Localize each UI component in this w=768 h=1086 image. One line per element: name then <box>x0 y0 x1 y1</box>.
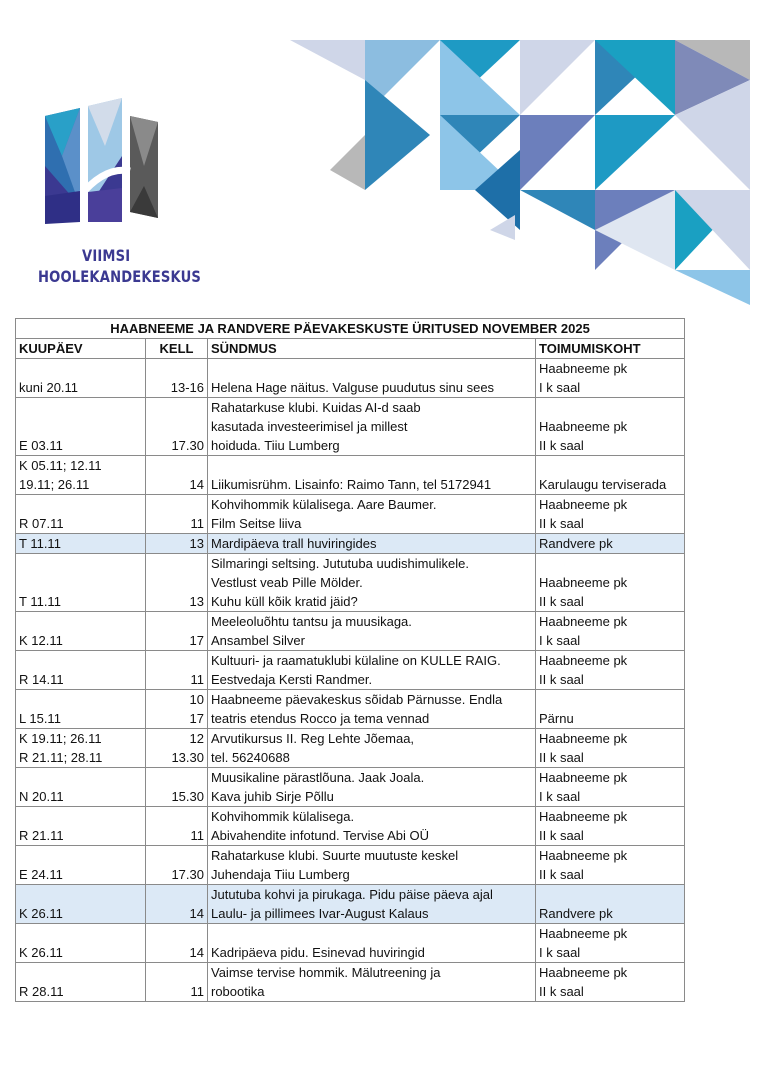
table-row <box>16 885 685 924</box>
cell-time: 15.30 <box>146 768 208 807</box>
cell-event: Kadripäeva pidu. Esinevad huviringid <box>208 924 536 963</box>
header-date: KUUPÄEV <box>16 339 146 359</box>
cell-event: Kohvihommik külalisega. Abivahendite infotund. Tervise Abi OÜ <box>208 807 536 846</box>
cell-event: Silmaringi seltsing. Jututuba uudishimulikele. Vestlust veab Pille Mölder. Kuhu küll kõik kratid jäid? <box>208 554 536 612</box>
cell-date: K 26.11 <box>16 885 146 924</box>
table-row <box>16 359 685 398</box>
decorative-triangle-banner <box>290 40 750 310</box>
cell-time: 13-16 <box>146 359 208 398</box>
header-place: TOIMUMISKOHT <box>536 339 685 359</box>
cell-place: Randvere pk <box>536 885 685 924</box>
cell-event: Liikumisrühm. Lisainfo: Raimo Tann, tel 5172941 <box>208 456 536 495</box>
table-row <box>16 612 685 651</box>
cell-place: Haabneeme pk I k saal <box>536 924 685 963</box>
table-row <box>16 768 685 807</box>
cell-time: 13 <box>146 534 208 554</box>
cell-date: K 12.11 <box>16 612 146 651</box>
cell-event: Arvutikursus II. Reg Lehte Jõemaa, tel. 56240688 <box>208 729 536 768</box>
cell-date: K 05.11; 12.11 19.11; 26.11 <box>16 456 146 495</box>
cell-event: Rahatarkuse klubi. Kuidas AI-d saab kasutada investeerimisel ja millest hoiduda. Tiiu Lumberg <box>208 398 536 456</box>
cell-time: 17.30 <box>146 846 208 885</box>
table-row <box>16 495 685 534</box>
cell-event: Kultuuri- ja raamatuklubi külaline on KULLE RAIG. Eestvedaja Kersti Randmer. <box>208 651 536 690</box>
cell-date: kuni 20.11 <box>16 359 146 398</box>
cell-event: Jututuba kohvi ja pirukaga. Pidu päise päeva ajal Laulu- ja pillimees Ivar-August Kalaus <box>208 885 536 924</box>
cell-time: 17.30 <box>146 398 208 456</box>
cell-date: T 11.11 <box>16 554 146 612</box>
table-row <box>16 690 685 729</box>
cell-place: Haabneeme pk I k saal <box>536 612 685 651</box>
table-title-row <box>16 319 685 339</box>
cell-place: Haabneeme pk I k saal <box>536 359 685 398</box>
cell-date: N 20.11 <box>16 768 146 807</box>
table-title: HAABNEEME JA RANDVERE PÄEVAKESKUSTE ÜRITUSED NOVEMBER 2025 <box>16 319 685 339</box>
cell-time: 11 <box>146 495 208 534</box>
table-row <box>16 398 685 456</box>
cell-event: Mardipäeva trall huviringides <box>208 534 536 554</box>
events-table <box>15 318 685 1002</box>
header-time: KELL <box>146 339 208 359</box>
table-row <box>16 651 685 690</box>
cell-time: 11 <box>146 807 208 846</box>
table-row <box>16 846 685 885</box>
logo-text-line2: HOOLEKANDEKESKUS <box>38 267 202 286</box>
cell-time: 12 13.30 <box>146 729 208 768</box>
cell-date: E 24.11 <box>16 846 146 885</box>
cell-date: T 11.11 <box>16 534 146 554</box>
cell-event: Helena Hage näitus. Valguse puudutus sinu sees <box>208 359 536 398</box>
cell-time: 11 <box>146 651 208 690</box>
cell-place: Pärnu <box>536 690 685 729</box>
cell-place: Haabneeme pk II k saal <box>536 651 685 690</box>
cell-place: Haabneeme pk II k saal <box>536 807 685 846</box>
cell-date: E 03.11 <box>16 398 146 456</box>
table-row <box>16 807 685 846</box>
cell-event: Rahatarkuse klubi. Suurte muutuste keskel Juhendaja Tiiu Lumberg <box>208 846 536 885</box>
cell-place: Haabneeme pk II k saal <box>536 846 685 885</box>
table-row <box>16 456 685 495</box>
table-row <box>16 924 685 963</box>
cell-event: Meeleoluõhtu tantsu ja muusikaga. Ansambel Silver <box>208 612 536 651</box>
cell-event: Kohvihommik külalisega. Aare Baumer. Film Seitse liiva <box>208 495 536 534</box>
viimsi-logo-icon <box>40 96 170 296</box>
cell-event: Haabneeme päevakeskus sõidab Pärnusse. Endla teatris etendus Rocco ja tema vennad <box>208 690 536 729</box>
cell-place: Karulaugu terviserada <box>536 456 685 495</box>
table-row <box>16 554 685 612</box>
cell-place: Haabneeme pk II k saal <box>536 398 685 456</box>
table-row <box>16 729 685 768</box>
cell-date: R 21.11 <box>16 807 146 846</box>
cell-date: R 07.11 <box>16 495 146 534</box>
cell-time: 14 <box>146 924 208 963</box>
cell-event: Vaimse tervise hommik. Mälutreening ja robootika <box>208 963 536 1002</box>
cell-time: 14 <box>146 885 208 924</box>
cell-event: Muusikaline pärastlõuna. Jaak Joala. Kava juhib Sirje Põllu <box>208 768 536 807</box>
cell-place: Haabneeme pk I k saal <box>536 768 685 807</box>
cell-place: Haabneeme pk II k saal <box>536 554 685 612</box>
cell-time: 17 <box>146 612 208 651</box>
logo-text-line1: VIIMSI <box>82 246 131 265</box>
cell-time: 14 <box>146 456 208 495</box>
cell-date: K 19.11; 26.11 R 21.11; 28.11 <box>16 729 146 768</box>
cell-date: R 28.11 <box>16 963 146 1002</box>
header-event: SÜNDMUS <box>208 339 536 359</box>
cell-place: Haabneeme pk II k saal <box>536 729 685 768</box>
cell-place: Haabneeme pk II k saal <box>536 495 685 534</box>
table-header-row <box>16 339 685 359</box>
cell-place: Randvere pk <box>536 534 685 554</box>
table-row <box>16 534 685 554</box>
cell-time: 13 <box>146 554 208 612</box>
cell-time: 10 17 <box>146 690 208 729</box>
cell-place: Haabneeme pk II k saal <box>536 963 685 1002</box>
cell-time: 11 <box>146 963 208 1002</box>
cell-date: R 14.11 <box>16 651 146 690</box>
cell-date: L 15.11 <box>16 690 146 729</box>
cell-date: K 26.11 <box>16 924 146 963</box>
table-row <box>16 963 685 1002</box>
